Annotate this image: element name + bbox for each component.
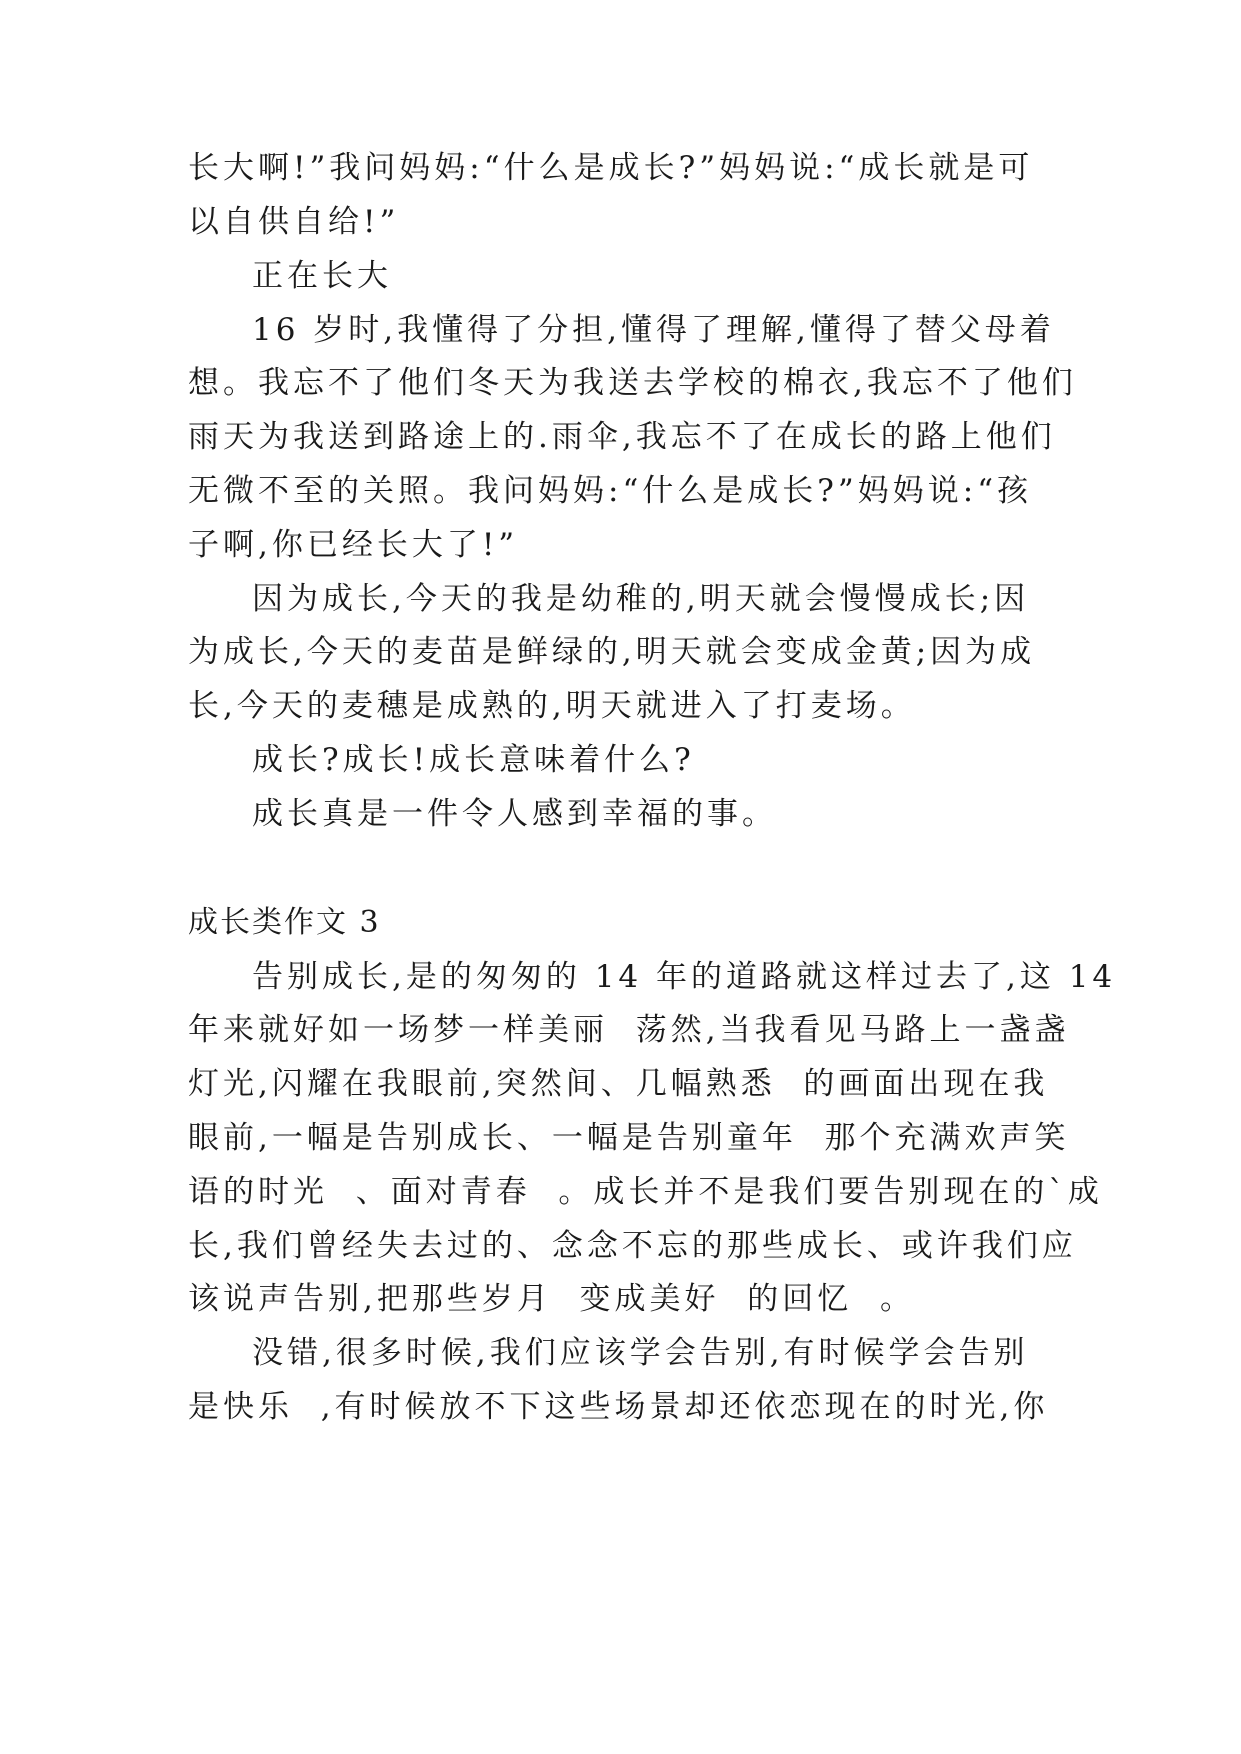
text-line: 雨天为我送到路途上的.雨伞,我忘不了在成长的路上他们 <box>188 419 1056 455</box>
text-line: 该说声告别,把那些岁月 变成美好 的回忆 。 <box>188 1281 915 1317</box>
text-line: 成长?成长!成长意味着什么? <box>252 742 695 778</box>
text-line: 为成长,今天的麦苗是鲜绿的,明天就会变成金黄;因为成 <box>188 634 1036 670</box>
text-line: 无微不至的关照。我问妈妈:“什么是成长?”妈妈说:“孩 <box>188 473 1033 509</box>
text-line: 正在长大 <box>252 258 392 294</box>
text-line: 成长真是一件令人感到幸福的事。 <box>252 796 777 832</box>
text-line: 子啊,你已经长大了!” <box>188 527 519 563</box>
text-line: 没错,很多时候,我们应该学会告别,有时候学会告别 <box>252 1335 1029 1371</box>
text-line: 因为成长,今天的我是幼稚的,明天就会慢慢成长;因 <box>252 581 1030 617</box>
text-line: 长,今天的麦穗是成熟的,明天就进入了打麦场。 <box>188 688 916 724</box>
text-line: 是快乐 ,有时候放不下这些场景却还依恋现在的时光,你 <box>188 1389 1049 1425</box>
text-line: 长,我们曾经失去过的、念念不忘的那些成长、或许我们应 <box>188 1228 1077 1264</box>
section-heading: 成长类作文 3 <box>188 905 381 940</box>
text-line: 年来就好如一场梦一样美丽 荡然,当我看见马路上一盏盏 <box>188 1012 1070 1048</box>
text-line: 想。我忘不了他们冬天为我送去学校的棉衣,我忘不了他们 <box>188 365 1077 401</box>
text-line: 灯光,闪耀在我眼前,突然间、几幅熟悉 的画面出现在我 <box>188 1066 1049 1102</box>
text-line: 眼前,一幅是告别成长、一幅是告别童年 那个充满欢声笑 <box>188 1120 1070 1156</box>
text-line: 告别成长,是的匆匆的 14 年的道路就这样过去了,这 14 <box>252 959 1117 995</box>
text-line: 语的时光 、面对青春 。成长并不是我们要告别现在的`成 <box>188 1174 1103 1210</box>
text-line: 长大啊!”我问妈妈:“什么是成长?”妈妈说:“成长就是可 <box>188 150 1034 186</box>
text-line: 以自供自给!” <box>188 204 400 240</box>
text-line: 16 岁时,我懂得了分担,懂得了理解,懂得了替父母着 <box>252 312 1055 348</box>
